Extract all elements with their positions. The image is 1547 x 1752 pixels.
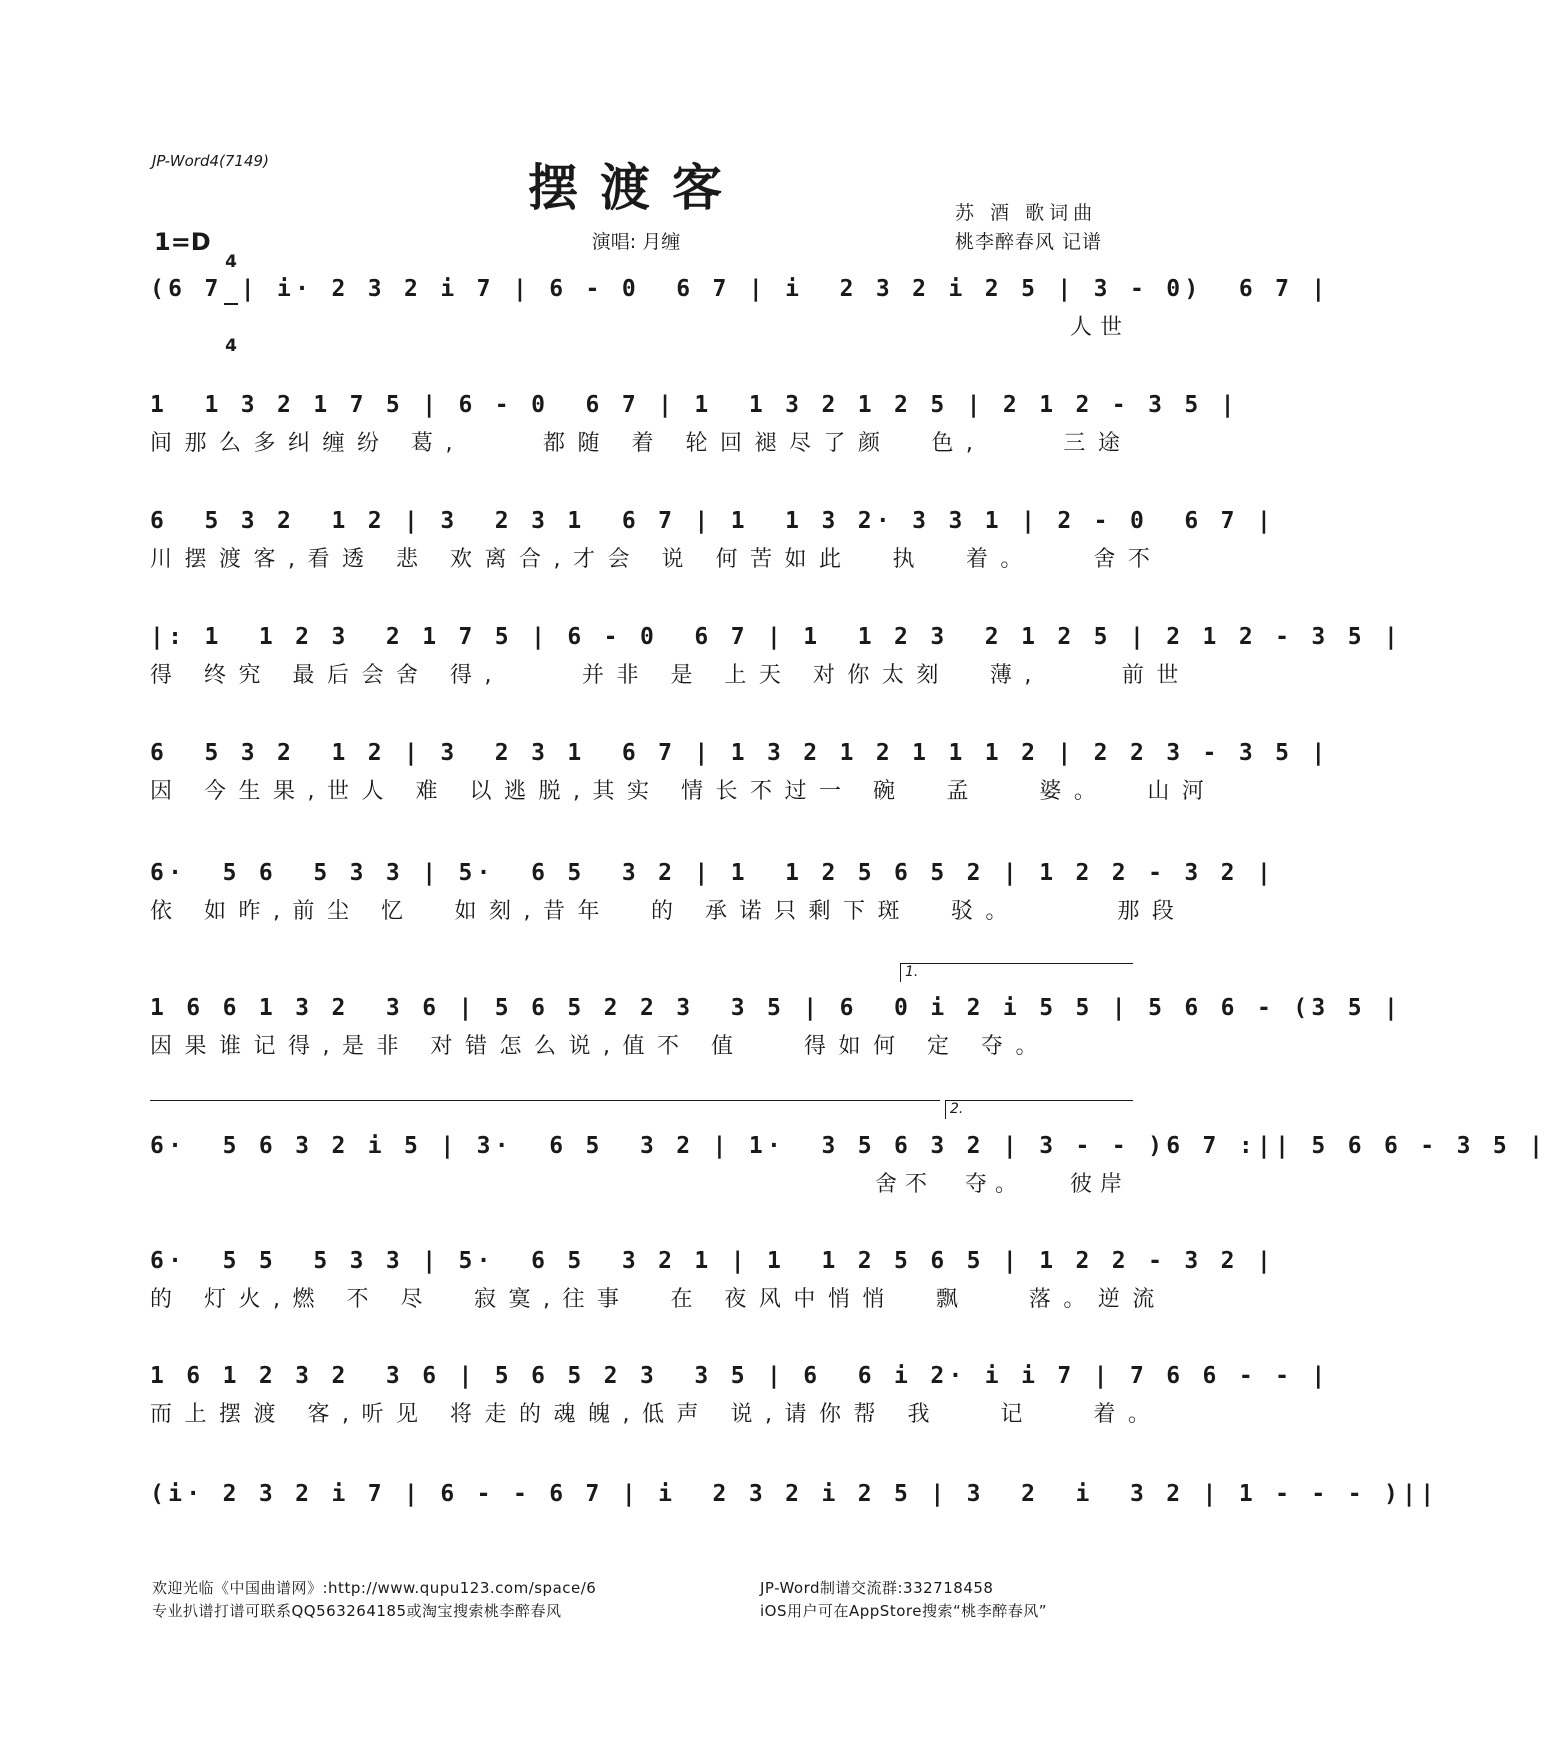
- footer-ios: iOS用户可在AppStore搜索“桃李醉春风”: [760, 1602, 1047, 1620]
- score-line: [150, 1248, 1276, 1313]
- volta-rule: [150, 1100, 940, 1101]
- transcriber-credit: 桃李醉春风 记谱: [955, 231, 1103, 253]
- key-signature: 1=D: [154, 228, 211, 256]
- notation: |: 1 1 2 3 2 1 7 5 | 6 - 0 6 7 | 1 1 2 3 2 1 2 5 | 2 1 2 - 3 5 |: [150, 624, 1403, 650]
- lyrics: 川摆渡客,看透 悲 欢离合,才会 说 何苦如此 执 着。 舍不: [150, 547, 1163, 572]
- time-signature-top: 4: [225, 252, 237, 272]
- footer-contact: 专业扒谱打谱可联系QQ563264185或淘宝搜索桃李醉春风: [152, 1602, 562, 1620]
- lyrics: 舍不 夺。 彼岸: [875, 1172, 1130, 1197]
- lyrics: 依 如昨,前尘 忆 如刻,昔年 的 承诺只剩下斑 驳。 那段: [150, 899, 1187, 924]
- lyrics: 间那么多纠缠纷 葛, 都随 着 轮回褪尽了颜 色, 三途: [150, 431, 1133, 456]
- score-line: [150, 995, 1403, 1060]
- song-title: 摆渡客: [528, 158, 744, 217]
- notation: 6· 5 6 5 3 3 | 5· 6 5 3 2 | 1 1 2 5 6 5 2 | 1 2 2 - 3 2 |: [150, 860, 1276, 886]
- footer-group: JP-Word制谱交流群:332718458: [760, 1579, 994, 1597]
- notation: 1 6 6 1 3 2 3 6 | 5 6 5 2 2 3 3 5 | 6 0 i 2 i 5 5 | 5 6 6 - (3 5 |: [150, 995, 1403, 1021]
- lyrics: 的 灯火,燃 不 尽 寂寞,往事 在 夜风中悄悄 飘 落。逆流: [150, 1287, 1167, 1312]
- volta-second-ending: [945, 1100, 1133, 1119]
- lyrics: 而上摆渡 客,听见 将走的魂魄,低声 说,请你帮 我 记 着。: [150, 1402, 1163, 1427]
- score-line: [150, 1481, 1439, 1507]
- notation: 6· 5 5 5 3 3 | 5· 6 5 3 2 1 | 1 1 2 5 6 5 | 1 2 2 - 3 2 |: [150, 1248, 1276, 1274]
- score-line: [150, 860, 1276, 925]
- notation: 1 6 1 2 3 2 3 6 | 5 6 5 2 3 3 5 | 6 6 i 2· i i 7 | 7 6 6 - - |: [150, 1363, 1330, 1389]
- volta-first-ending: [900, 963, 1133, 982]
- notation: 1 1 3 2 1 7 5 | 6 - 0 6 7 | 1 1 3 2 1 2 5 | 2 1 2 - 3 5 |: [150, 392, 1239, 418]
- score-line: [150, 392, 1239, 457]
- notation: 6· 5 6 3 2 i 5 | 3· 6 5 3 2 | 1· 3 5 6 3 2 | 3 - - )6 7 :|| 5 6 6 - 3 5 |: [150, 1133, 1547, 1159]
- score-line: [150, 624, 1403, 689]
- lyrics: 因 今生果,世人 难 以逃脱,其实 情长不过一 碗 孟 婆。 山河: [150, 779, 1217, 804]
- score-line: [150, 276, 1330, 341]
- volta-first-label: 1.: [905, 964, 919, 980]
- score-line: [150, 740, 1330, 805]
- composer-credit: 苏 酒 歌词曲: [955, 202, 1098, 224]
- score-line: [150, 508, 1276, 573]
- lyrics: 人世: [1069, 315, 1130, 340]
- footer-site-link: 欢迎光临《中国曲谱网》:http://www.qupu123.com/space/6: [152, 1579, 597, 1597]
- notation: 6 5 3 2 1 2 | 3 2 3 1 6 7 | 1 1 3 2· 3 3 1 | 2 - 0 6 7 |: [150, 508, 1276, 534]
- volta-second-label: 2.: [950, 1101, 964, 1117]
- software-label: JP-Word4(7149): [152, 152, 269, 170]
- score-line: [150, 1363, 1330, 1428]
- lyrics: 得 终究 最后会舍 得, 并非 是 上天 对你太刻 薄, 前世: [150, 663, 1191, 688]
- lyrics: 因果谁记得,是非 对错怎么说,值不 值 得如何 定 夺。: [150, 1034, 1050, 1059]
- time-signature-bottom: 4: [225, 336, 237, 356]
- score-line: [150, 1133, 1547, 1198]
- singer-credit: 演唱: 月缠: [591, 231, 681, 253]
- notation: (i· 2 3 2 i 7 | 6 - - 6 7 | i 2 3 2 i 2 5 | 3 2 i 3 2 | 1 - - - )||: [150, 1481, 1439, 1507]
- notation: 6 5 3 2 1 2 | 3 2 3 1 6 7 | 1 3 2 1 2 1 1 1 2 | 2 2 3 - 3 5 |: [150, 740, 1330, 766]
- notation: (6 7 | i· 2 3 2 i 7 | 6 - 0 6 7 | i 2 3 2 i 2 5 | 3 - 0) 6 7 |: [150, 276, 1330, 302]
